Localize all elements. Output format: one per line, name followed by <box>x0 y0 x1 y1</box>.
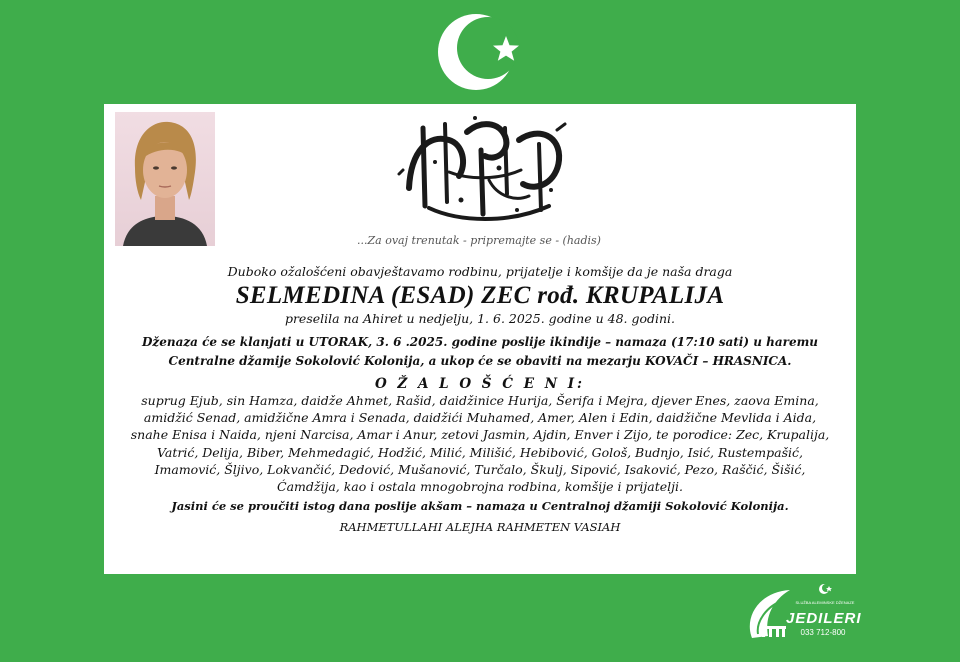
funeral-info-line-1: Dženaza će se klanjati u UTORAK, 3. 6 .2025. godine poslije ikindije – namaza (17:10 sati) u haremu <box>142 335 818 349</box>
intro-text: Duboko ožalošćeni obavještavamo rodbinu, prijatelje i komšije da je naša draga <box>227 264 733 279</box>
funeral-info <box>104 333 856 371</box>
notice-text <box>104 264 856 536</box>
deceased-name: SELMEDINA (ESAD) ZEC rođ. KRUPALIJA <box>235 282 725 309</box>
passing-date: preselila na Ahiret u nedjelju, 1. 6. 2025. godine u 48. godini. <box>284 311 676 326</box>
funeral-info-line-2: Centralne džamije Sokolović Kolonija, a ukop će se obaviti na mezarju KOVAČI – HRASNICA. <box>168 354 792 368</box>
jasini-info: Jasini će se proučiti istog dana poslije akšam – namaza u Centralnoj džamiji Sokolović Kolonija. <box>171 499 789 514</box>
logo-title: JEDILERI <box>786 610 862 627</box>
obituary-card <box>104 104 856 574</box>
logo-tagline: SLUŽBA ALEMINSKE DŽENAZE <box>795 600 855 605</box>
portrait-photo <box>115 112 215 246</box>
mourners-heading: O Ž A L O Š Ć E N I: <box>374 376 586 392</box>
arabic-calligraphy-icon <box>389 110 579 232</box>
mourners-list: suprug Ejub, sin Hamza, daidže Ahmet, Rašid, daidžinice Hurija, Šerifa i Mejra, djever Enes, zaova Emina, amidžić Senad, amidžične Amra i Senada, daidžići Muhamed, Amer, Alen i Edin, daidžične Mevlida i Aida, snahe Enisa i Naida, njeni Narcisa, Amar i Anur, zetovi Jasmin, Ajdin, Enver i Zijo, te porodice: Zec, Krupalija, Vatrić, Delija, Biber, Mehmedagić, Hodžić, Milić, Milišić, Hebibović, Gološ, Budnjo, Isić, Rustempašić, Imamović, Šljivo, Lokvančić, Dedović, Mušanović, Turčalo, Škulj, Sipović, Isaković, Pezo, Raščić, Šišić, Ćamdžija, kao i ostala mnogobrojna rodbina, komšije i prijatelji. <box>130 393 830 495</box>
crescent-star-icon <box>436 10 526 94</box>
logo-phone: 033 712-800 <box>800 628 846 637</box>
person-silhouette-icon <box>115 112 215 246</box>
closing-prayer: RAHMETULLAHI ALEJHA RAHMETEN VASIAH <box>339 520 621 535</box>
hadith-quote: ...Za ovaj trenutak - pripremajte se - (hadis) <box>357 234 601 247</box>
